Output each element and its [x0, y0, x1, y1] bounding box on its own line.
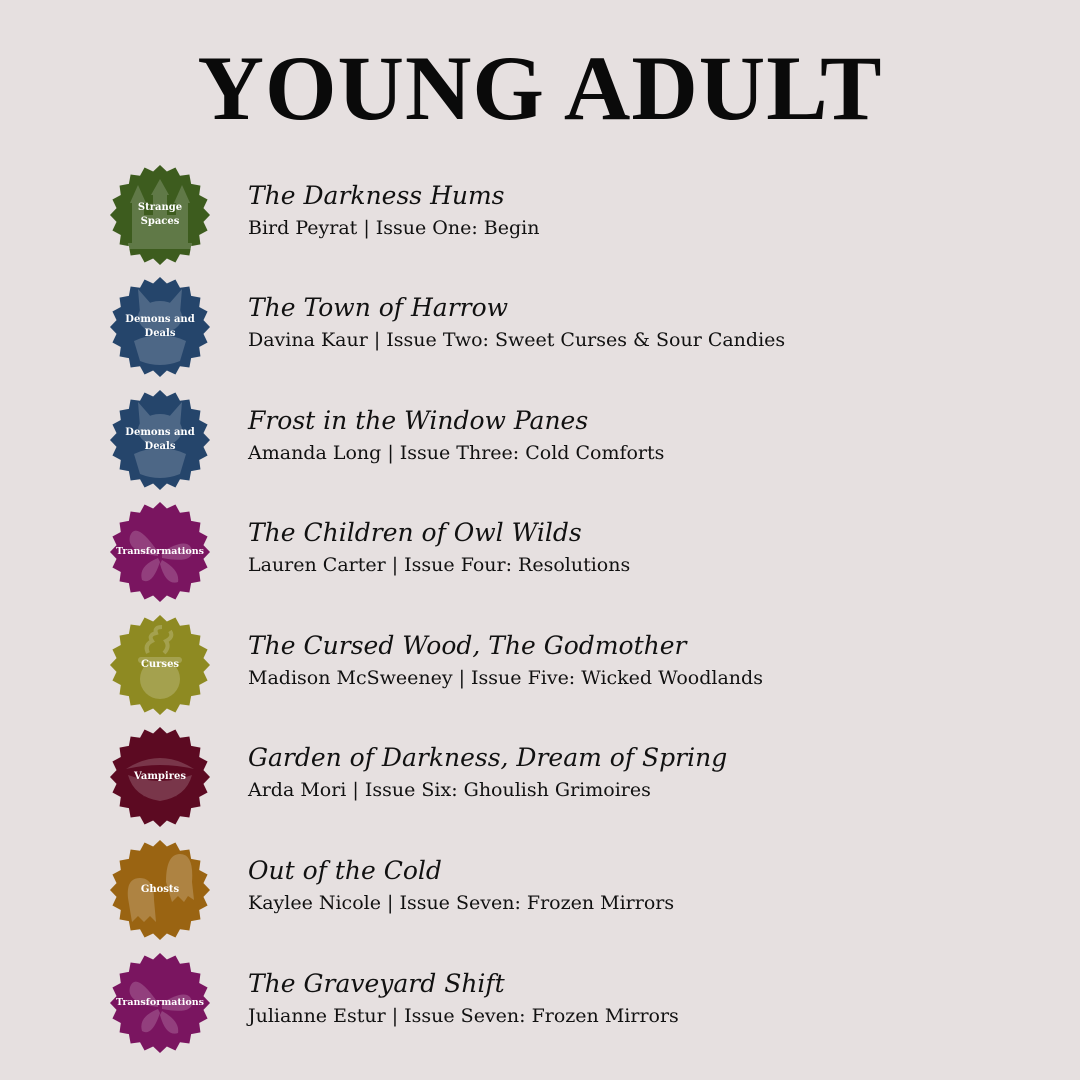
badge-label: Vampires [134, 771, 186, 782]
story-title: Out of the Cold [248, 856, 442, 885]
story-title: Garden of Darkness, Dream of Spring [248, 743, 728, 772]
badge-label: Transformations [115, 997, 205, 1008]
genre-badge-ghosts [108, 838, 212, 942]
story-author-issue: Lauren Carter | Issue Four: Resolutions [248, 554, 631, 576]
page-title: YOUNG ADULT [197, 37, 883, 139]
genre-badge-vampires [108, 725, 212, 829]
list-item [0, 163, 1080, 267]
genre-badge-strange-spaces [108, 163, 212, 267]
story-title: The Children of Owl Wilds [248, 518, 582, 547]
genre-badge-demons-and-deals [108, 275, 212, 379]
badge-label: Curses [140, 659, 180, 670]
list-item [0, 725, 1080, 829]
list-item [0, 951, 1080, 1055]
list-item [0, 388, 1080, 492]
story-title: The Graveyard Shift [248, 969, 505, 998]
story-author-issue: Arda Mori | Issue Six: Ghoulish Grimoires [248, 779, 651, 801]
list-item [0, 500, 1080, 604]
story-title: Frost in the Window Panes [248, 406, 589, 435]
story-title: The Town of Harrow [248, 293, 509, 322]
story-author-issue: Julianne Estur | Issue Seven: Frozen Mirrors [248, 1005, 679, 1027]
story-title: The Cursed Wood, The Godmother [248, 631, 687, 660]
story-author-issue: Kaylee Nicole | Issue Seven: Frozen Mirrors [248, 892, 675, 914]
list-item [0, 613, 1080, 717]
genre-badge-transformations [108, 951, 212, 1055]
story-author-issue: Amanda Long | Issue Three: Cold Comforts [248, 442, 665, 464]
list-item [0, 838, 1080, 942]
badge-label: Strange Spaces [137, 202, 183, 227]
story-author-issue: Madison McSweeney | Issue Five: Wicked Woodlands [248, 667, 763, 689]
genre-badge-transformations [108, 500, 212, 604]
genre-badge-demons-and-deals [108, 388, 212, 492]
story-author-issue: Bird Peyrat | Issue One: Begin [248, 217, 540, 239]
badge-label: Transformations [115, 546, 205, 557]
badge-label: Demons and Deals [125, 427, 195, 452]
story-author-issue: Davina Kaur | Issue Two: Sweet Curses & Sour Candies [248, 329, 786, 351]
story-title: The Darkness Hums [248, 181, 505, 210]
badge-label: Ghosts [140, 884, 180, 895]
genre-badge-curses [108, 613, 212, 717]
badge-label: Demons and Deals [125, 314, 195, 339]
list-item [0, 275, 1080, 379]
